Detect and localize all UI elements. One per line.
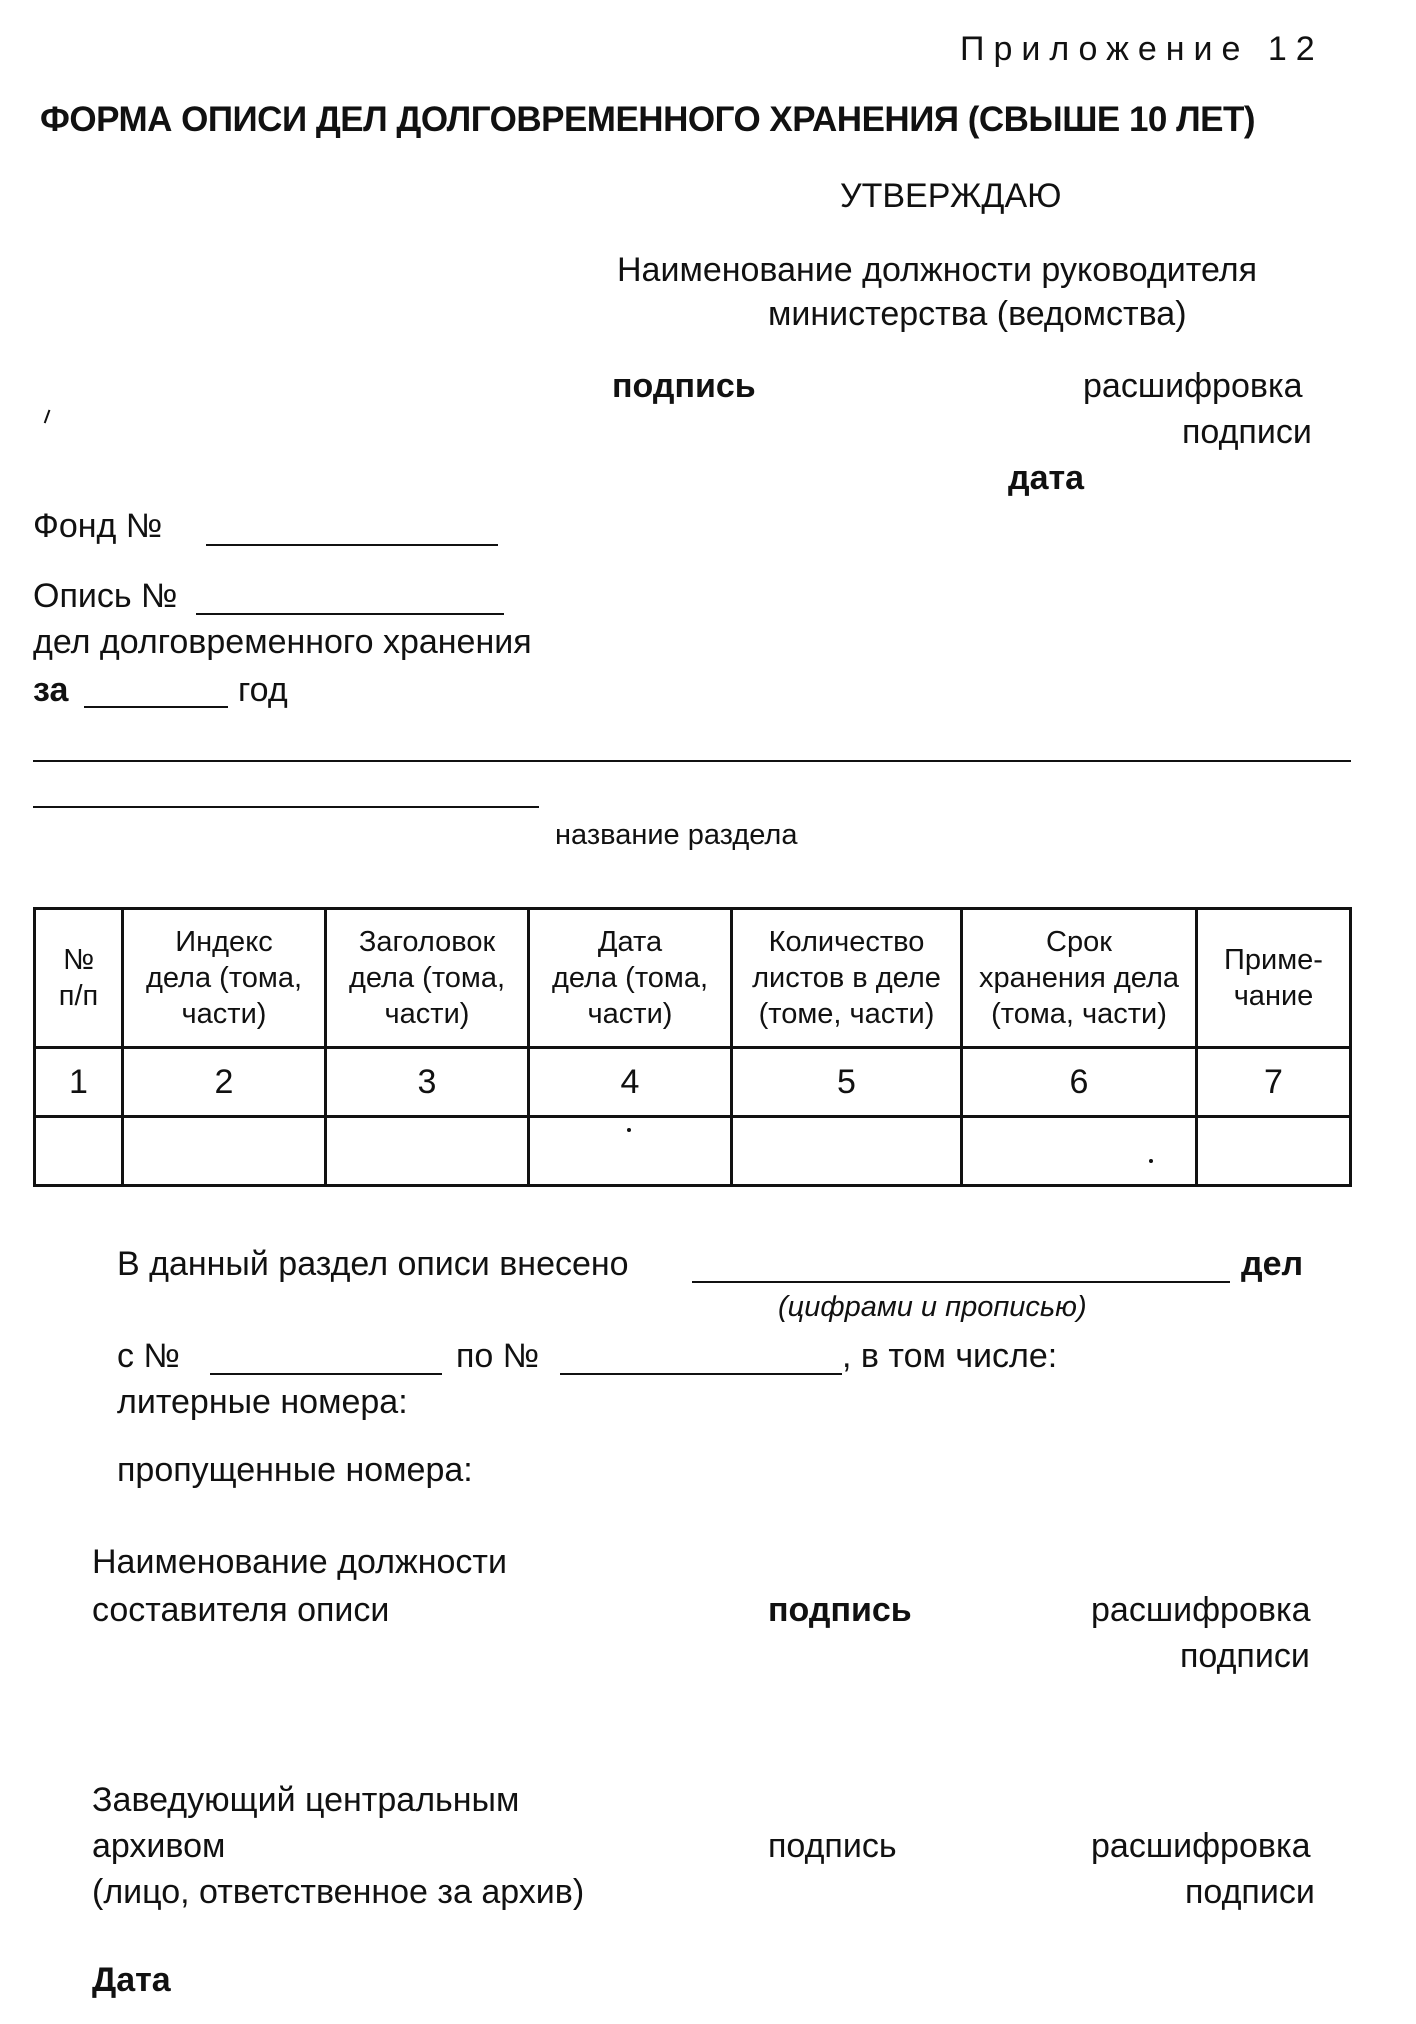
col-number-5: 5 [732, 1048, 962, 1117]
empty-cell [326, 1117, 529, 1186]
col-header-sheet-count: Количество листов в деле (томе, части) [732, 909, 962, 1048]
year-line [84, 706, 228, 708]
head-signature-label: подпись [612, 367, 756, 405]
head-position-line2: министерства (ведомства) [768, 295, 1187, 333]
stray-mark [44, 410, 53, 425]
section-name-line [33, 806, 539, 808]
archive-head-line1: Заведующий центральным [92, 1781, 520, 1819]
to-number-label: по № [456, 1337, 540, 1375]
from-number-label: с № [117, 1337, 180, 1375]
scan-speck [1149, 1159, 1153, 1163]
col-header-retention: Срок хранения дела (тома, части) [962, 909, 1197, 1048]
entered-hint: (цифрами и прописью) [778, 1291, 1087, 1323]
empty-cell [1197, 1117, 1351, 1186]
empty-cell [732, 1117, 962, 1186]
inventory-number-line [196, 613, 504, 615]
col-number-4: 4 [529, 1048, 732, 1117]
col-header-note: Приме- чание [1197, 909, 1351, 1048]
inventory-table [33, 907, 1352, 1187]
head-decryption-line2: подписи [1182, 413, 1312, 451]
table-header-row [35, 909, 1351, 1048]
archive-head-line2: архивом [92, 1827, 226, 1865]
col-header-title: Заголовок дела (тома, части) [326, 909, 529, 1048]
section-name-caption: название раздела [555, 819, 798, 851]
fund-number-line [206, 544, 498, 546]
empty-cell [529, 1117, 732, 1186]
scan-speck [627, 1128, 631, 1132]
col-number-2: 2 [123, 1048, 326, 1117]
inventory-label: Опись № [33, 577, 178, 615]
col-header-index: Индекс дела (тома, части) [123, 909, 326, 1048]
appendix-number: Приложение 12 [960, 30, 1324, 68]
separator-line [33, 760, 1351, 762]
col-number-1: 1 [35, 1048, 123, 1117]
archive-head-decryption-line2: подписи [1185, 1873, 1315, 1911]
year-suffix: год [238, 671, 288, 709]
col-number-7: 7 [1197, 1048, 1351, 1117]
archive-head-line3: (лицо, ответственное за архив) [92, 1873, 585, 1911]
empty-cell [962, 1117, 1197, 1186]
compiler-decryption-line2: подписи [1180, 1637, 1310, 1675]
archive-head-decryption-line1: расшифровка [1091, 1827, 1311, 1865]
empty-cell [35, 1117, 123, 1186]
missing-numbers-label: пропущенные номера: [117, 1451, 473, 1489]
entered-prefix: В данный раздел описи внесено [117, 1245, 629, 1283]
table-empty-row [35, 1117, 1351, 1186]
col-number-3: 3 [326, 1048, 529, 1117]
entered-suffix: дел [1241, 1245, 1304, 1283]
letter-numbers-label: литерные номера: [117, 1383, 408, 1421]
footer-date-label: Дата [92, 1961, 171, 1999]
year-prefix: за [33, 671, 69, 709]
head-date-label: дата [1008, 459, 1085, 497]
inventory-description: дел долговременного хранения [33, 623, 532, 661]
from-number-line [210, 1373, 442, 1375]
col-header-date: Дата дела (тома, части) [529, 909, 732, 1048]
compiler-position-line2: составителя описи [92, 1591, 390, 1629]
col-header-number: № п/п [35, 909, 123, 1048]
table-number-row [35, 1048, 1351, 1117]
archive-head-signature-label: подпись [768, 1827, 897, 1865]
col-number-6: 6 [962, 1048, 1197, 1117]
compiler-position-line1: Наименование должности [92, 1543, 507, 1581]
including-label: , в том числе: [842, 1337, 1058, 1375]
entered-count-line [692, 1281, 1230, 1283]
compiler-decryption-line1: расшифровка [1091, 1591, 1311, 1629]
document-title: ФОРМА ОПИСИ ДЕЛ ДОЛГОВРЕМЕННОГО ХРАНЕНИЯ (СВЫШЕ 10 ЛЕТ) [40, 100, 1256, 139]
compiler-signature-label: подпись [768, 1591, 912, 1629]
approve-label: УТВЕРЖДАЮ [840, 177, 1062, 215]
head-position-line1: Наименование должности руководителя [617, 251, 1258, 289]
head-decryption-line1: расшифровка [1083, 367, 1303, 405]
to-number-line [560, 1373, 842, 1375]
fund-label: Фонд № [33, 507, 163, 545]
empty-cell [123, 1117, 326, 1186]
